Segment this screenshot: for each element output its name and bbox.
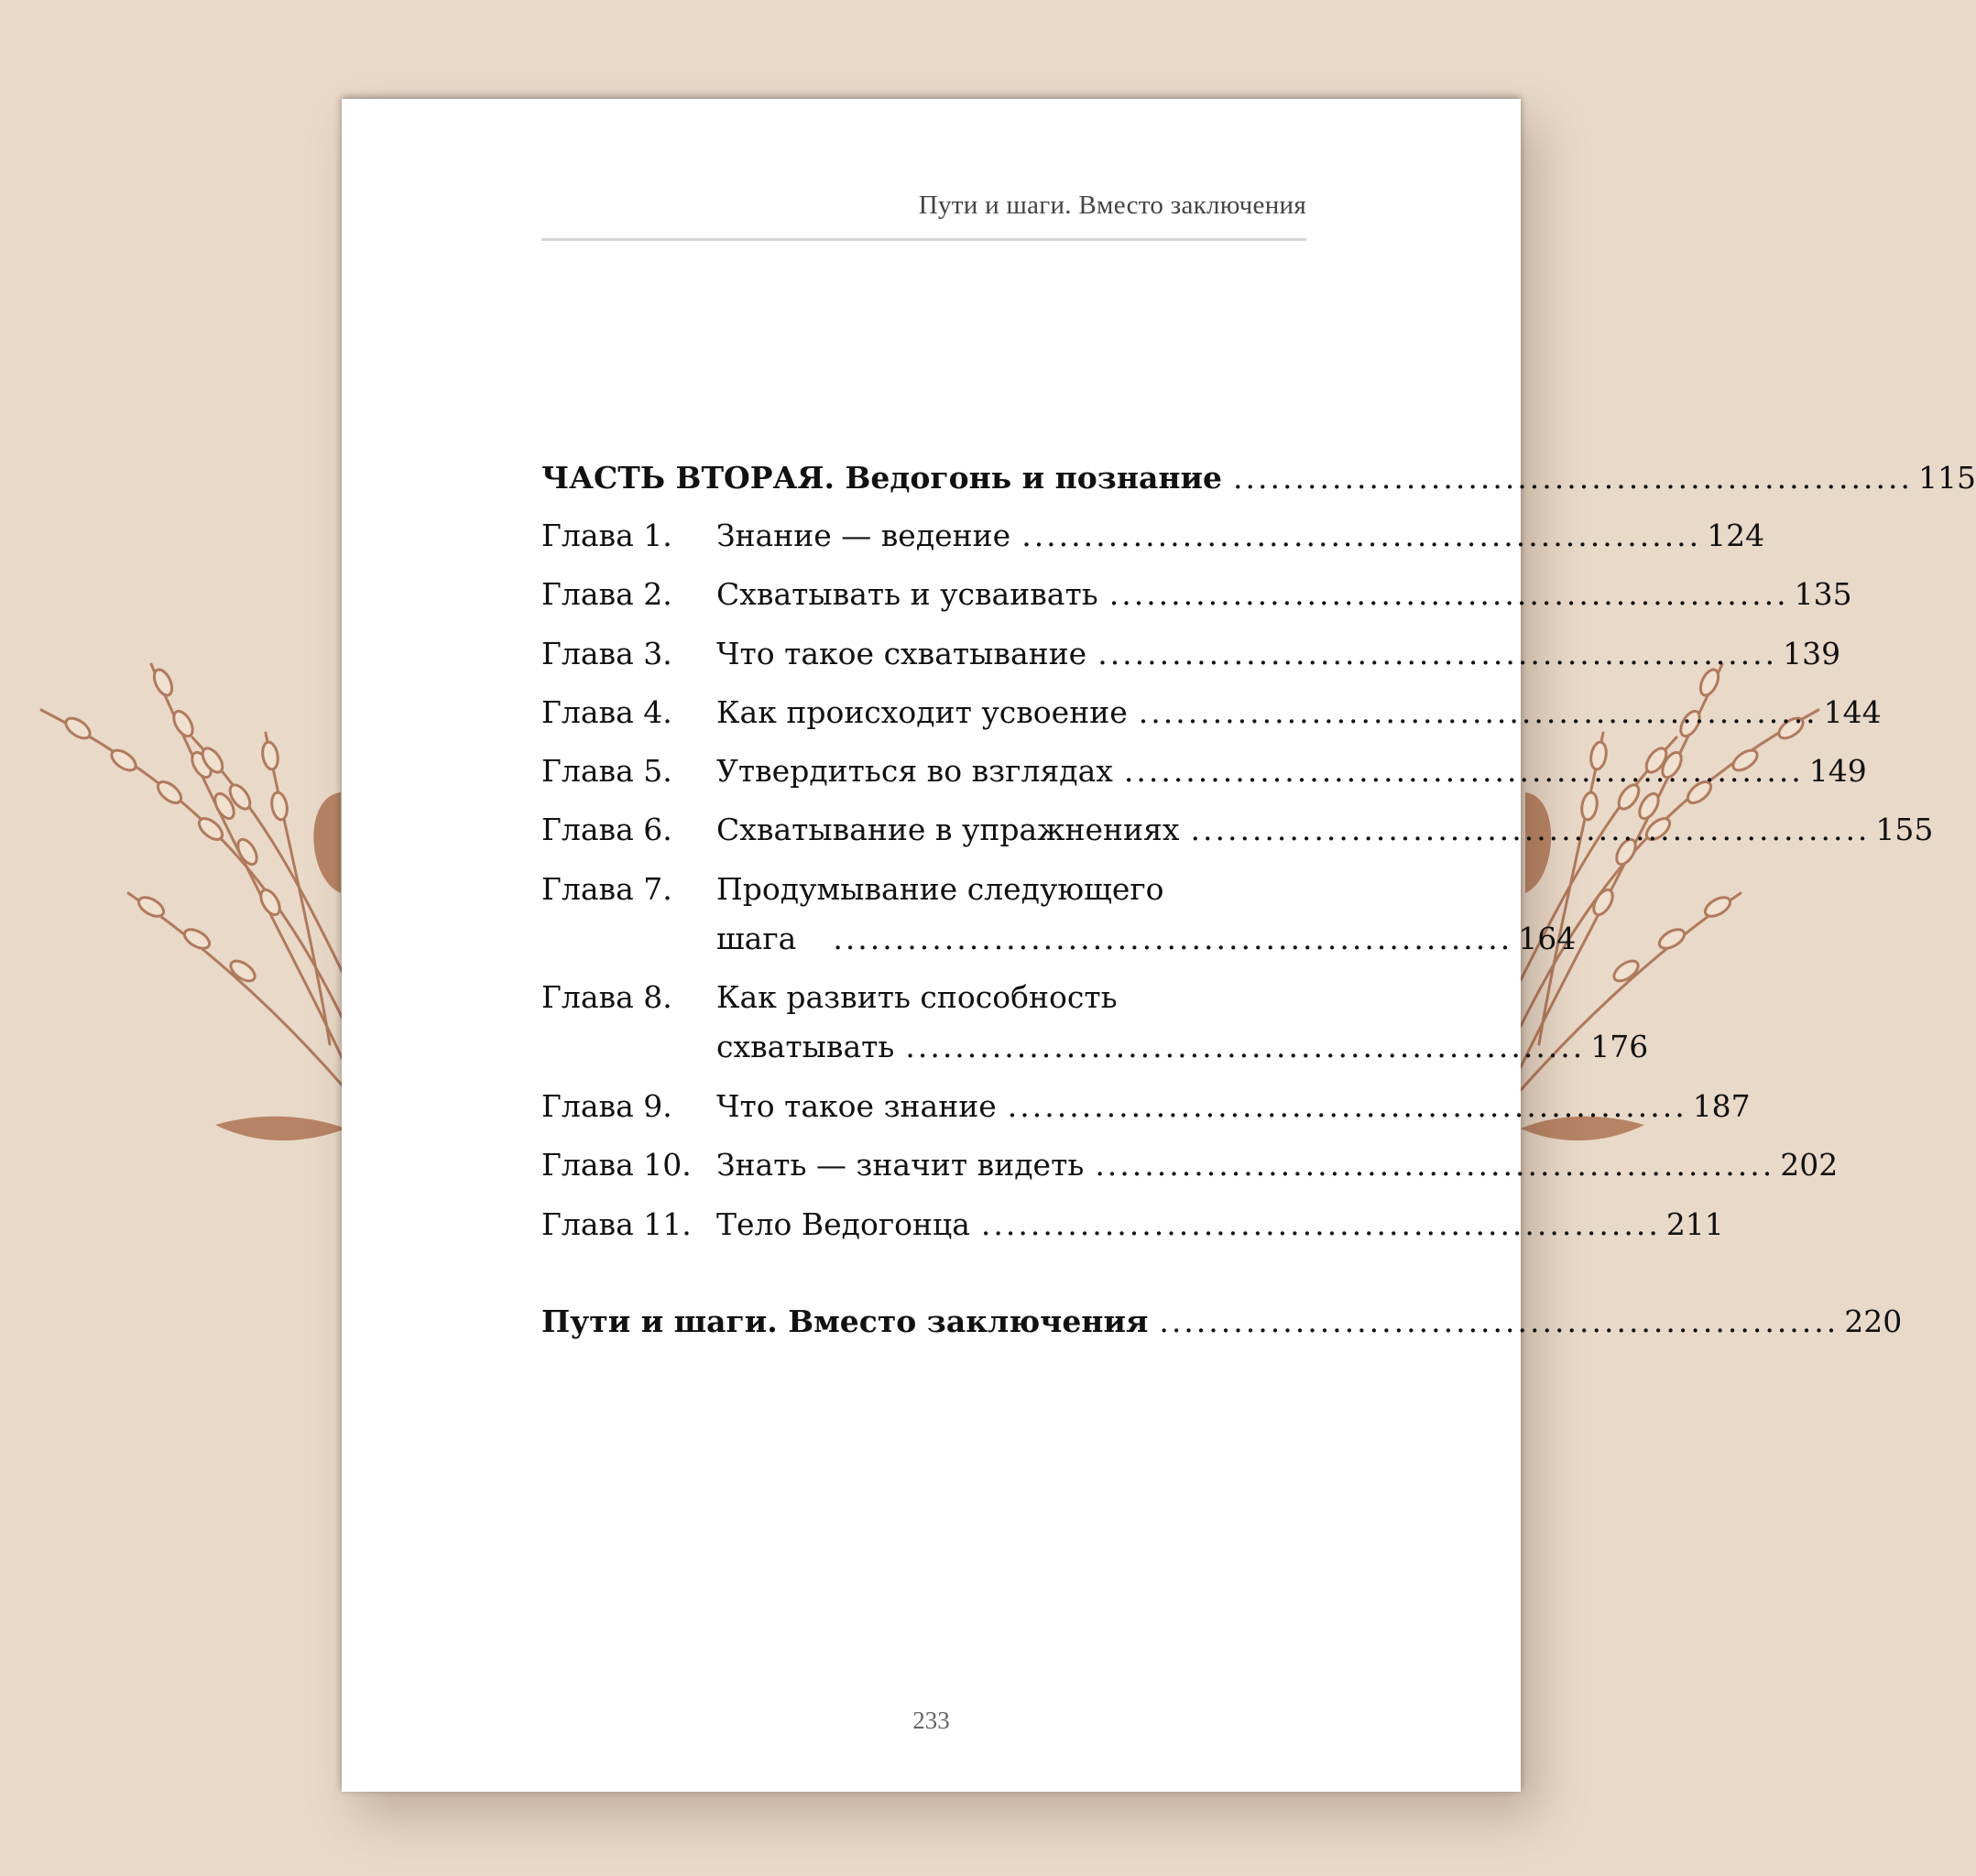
toc-chapter-entry [541,1085,1751,1129]
toc-entry-title: Схватывание в упражнениях [716,812,1180,847]
toc-entry-page: 149 [1808,753,1867,789]
toc-leader-dots: ....................................................... [1190,812,1871,847]
toc-part-entry [541,456,1976,500]
toc-leader-dots: ....................................................... [905,1029,1586,1064]
running-head: Пути и шаги. Вместо заключения [918,191,1306,220]
toc-leader-dots: ....................................................... [833,921,1513,956]
toc-chapter-entry [541,976,1301,1020]
book-page [342,99,1976,1792]
header-rule [541,238,1306,241]
toc-entry-page: 176 [1590,1029,1649,1064]
toc-entry-title-line2: шага [716,921,797,956]
toc-entry-title-line1: Продумывание следующего [716,871,1164,907]
toc-entry-title: ЧАСТЬ ВТОРАЯ. Ведогонь и познание [541,460,1223,496]
toc-chapter-entry [541,514,1765,558]
toc-chapter-entry [541,1143,1839,1187]
toc-entry-page: 220 [1844,1303,1903,1339]
toc-entry-page: 155 [1875,812,1934,847]
toc-chapter-number: Глава 5. [541,753,672,789]
toc-entry-page: 211 [1665,1206,1724,1242]
page-number: 233 [912,1707,950,1734]
toc-conclusion-entry [541,1300,1903,1344]
toc-chapter-number: Глава 8. [541,979,672,1015]
toc-entry-title: Утвердиться во взглядах [716,753,1113,789]
toc-chapter-entry [541,808,1934,852]
toc-entry-page: 135 [1794,576,1852,612]
toc-chapter-number: Глава 3. [541,636,672,671]
toc-leader-dots: ....................................................... [980,1206,1661,1242]
toc-entry-title: Знать — значит видеть [716,1147,1085,1183]
toc-entry-page: 144 [1823,694,1882,730]
toc-leader-dots: ....................................................... [1108,576,1789,612]
toc-entry-title-line1: Как развить способность [716,979,1118,1015]
toc-chapter-number: Глава 10. [541,1147,692,1183]
toc-entry-page: 139 [1783,636,1841,671]
toc-chapter-entry-continuation [716,1025,1649,1069]
willow-branch-right-icon [1521,664,1818,1140]
toc-leader-dots: ....................................................... [1159,1303,1840,1339]
toc-entry-title-line2: схватывать [716,1029,895,1064]
toc-chapter-entry [541,1203,1724,1247]
toc-chapter-number: Глава 6. [541,812,672,847]
toc-entry-page: 164 [1518,921,1577,956]
toc-chapter-number: Глава 2. [541,576,672,612]
toc-leader-dots: ....................................................... [1138,694,1818,730]
toc-entry-title: Что такое схватывание [716,636,1087,671]
toc-chapter-entry [541,867,1301,911]
toc-entry-title: Пути и шаги. Вместо заключения [541,1303,1149,1339]
toc-chapter-entry-continuation [716,917,1577,961]
toc-entry-page: 187 [1692,1088,1751,1124]
toc-entry-title: Схватывать и усваивать [716,576,1098,612]
toc-entry-title: Тело Ведогонца [716,1206,970,1242]
toc-entry-page: 202 [1780,1147,1839,1183]
toc-chapter-number: Глава 7. [541,871,672,907]
toc-chapter-number: Глава 4. [541,694,672,730]
toc-entry-page: 124 [1707,518,1765,553]
toc-entry-page: 115 [1917,460,1976,496]
toc-chapter-number: Глава 1. [541,518,672,553]
toc-chapter-number: Глава 11. [541,1206,692,1242]
toc-leader-dots: ....................................................... [1021,518,1702,553]
toc-chapter-entry [541,573,1852,616]
toc-entry-title: Что такое знание [716,1088,997,1124]
willow-branch-left-icon [41,664,346,1140]
toc-entry-title: Знание — ведение [716,518,1011,553]
toc-chapter-entry [541,691,1882,735]
toc-leader-dots: ....................................................... [1233,460,1913,496]
toc-chapter-number: Глава 9. [541,1088,672,1124]
toc-chapter-entry [541,632,1841,676]
toc-leader-dots: ....................................................... [1097,636,1778,671]
toc-leader-dots: ....................................................... [1007,1088,1687,1124]
toc-leader-dots: ....................................................... [1123,753,1804,789]
toc-chapter-entry [541,749,1867,793]
toc-entry-title: Как происходит усвоение [716,694,1128,730]
toc-leader-dots: ....................................................... [1095,1147,1775,1183]
